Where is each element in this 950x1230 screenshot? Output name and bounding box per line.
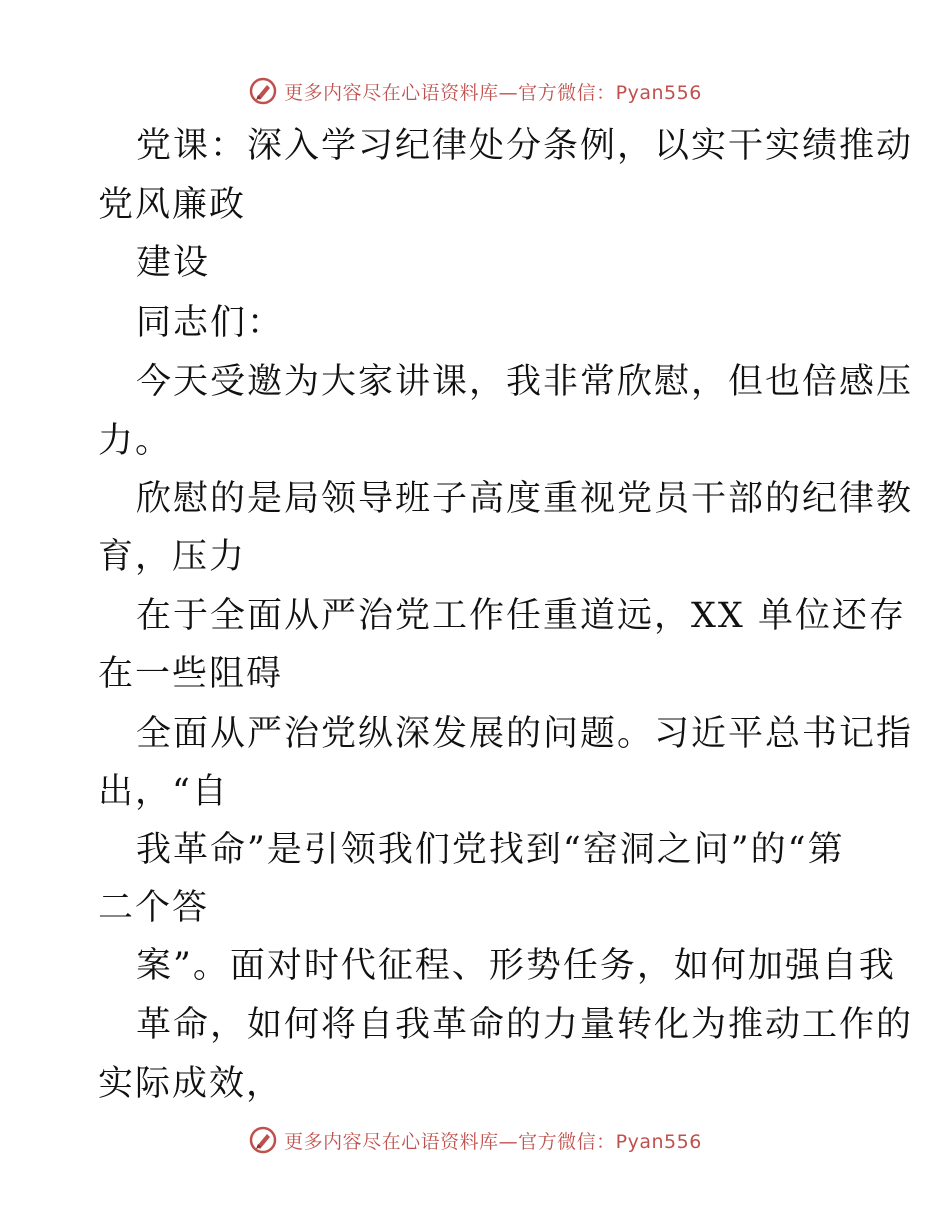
paragraph-line: 力。 — [98, 421, 173, 461]
watermark-text: 更多内容尽在心语资料库—官方微信：Pyan556 — [284, 1130, 702, 1153]
title-line-3: 建设 — [136, 243, 211, 283]
pen-logo-icon — [248, 1125, 278, 1155]
footer-watermark — [0, 1120, 950, 1160]
header-watermark — [0, 71, 950, 111]
paragraph-line: 全面从严治党纵深发展的问题。习近平总书记指 — [136, 714, 914, 754]
title-line-1: 党课：深入学习纪律处分条例，以实干实绩推动 — [136, 126, 914, 166]
title-line-2: 党风廉政 — [98, 185, 247, 225]
watermark-text: 更多内容尽在心语资料库—官方微信：Pyan556 — [284, 81, 702, 104]
paragraph-line: 在于全面从严治党工作任重道远，XX 单位还存 — [136, 596, 906, 636]
paragraph-line: 我革命”是引领我们党找到“窑洞之问”的“第 — [136, 830, 845, 870]
paragraph-line: 革命，如何将自我革命的力量转化为推动工作的 — [136, 1005, 914, 1045]
paragraph-line: 育，压力 — [98, 537, 247, 577]
paragraph-line: 在一些阻碍 — [98, 654, 284, 694]
paragraph-line: 欣慰的是局领导班子高度重视党员干部的纪律教 — [136, 479, 914, 519]
paragraph-line: 今天受邀为大家讲课，我非常欣慰，但也倍感压 — [136, 362, 914, 402]
paragraph-line: 出，“自 — [98, 772, 229, 812]
paragraph-line: 案”。面对时代征程、形势任务，如何加强自我 — [136, 946, 896, 986]
pen-logo-icon — [248, 76, 278, 106]
paragraph-line: 二个答 — [98, 888, 210, 928]
paragraph-line: 实际成效， — [98, 1064, 284, 1104]
salutation: 同志们： — [136, 303, 285, 343]
